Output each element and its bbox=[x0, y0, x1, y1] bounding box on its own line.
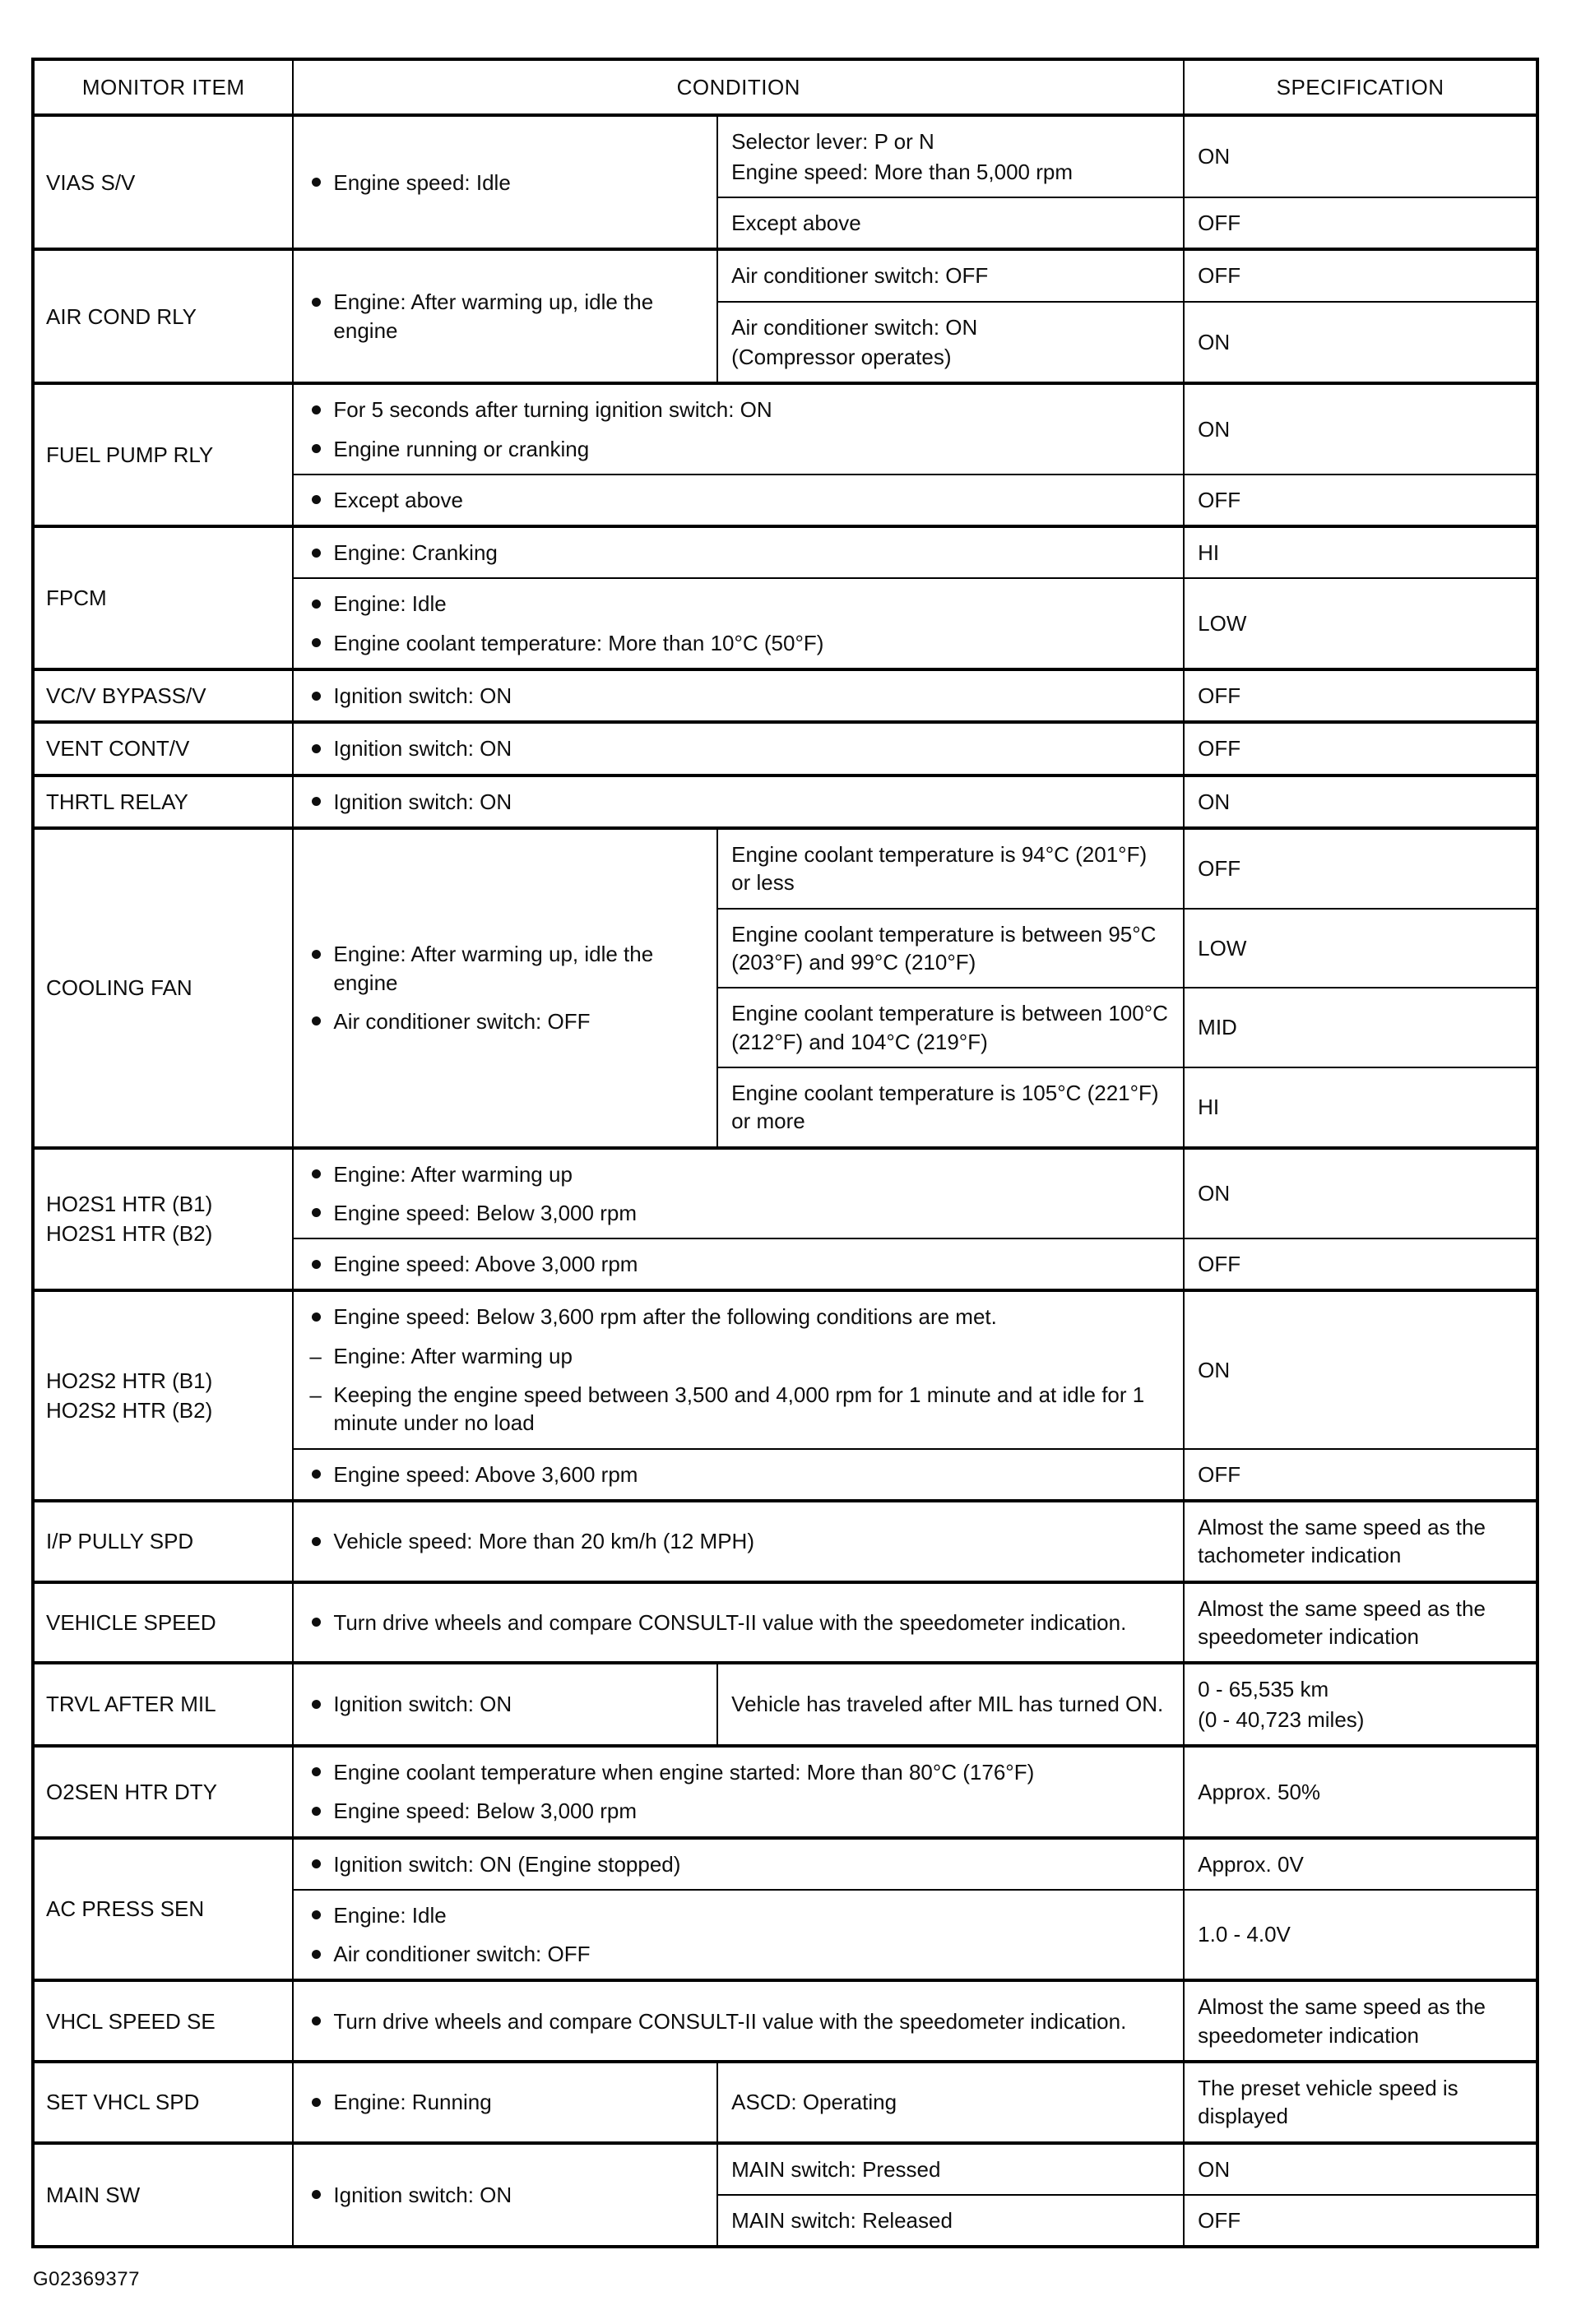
spec-value: Approx. 0V bbox=[1198, 1851, 1304, 1877]
condition-bullet: Engine speed: Idle bbox=[307, 169, 703, 197]
condition-subitem: – Engine: After warming up bbox=[307, 1342, 1170, 1370]
spec-value: OFF bbox=[1198, 263, 1241, 289]
monitor-item-cell bbox=[33, 115, 293, 249]
spec-value: ON bbox=[1198, 416, 1231, 442]
specification-cell bbox=[1184, 197, 1537, 249]
table-header-row bbox=[33, 59, 1537, 115]
spec-value: MID bbox=[1198, 1015, 1237, 1040]
monitor-item-cell bbox=[33, 249, 293, 383]
condition-bullet: Turn drive wheels and compare CONSULT-II value with the speedometer indication. bbox=[307, 1609, 1170, 1637]
condition-bullet: Ignition switch: ON bbox=[307, 1690, 703, 1718]
table-row bbox=[33, 722, 1537, 775]
condition-bullet: Engine speed: Below 3,000 rpm bbox=[307, 1199, 1170, 1227]
condition-cell bbox=[293, 115, 717, 249]
spec-value: OFF bbox=[1198, 2208, 1241, 2233]
spec-value: ON bbox=[1198, 789, 1231, 814]
condition-bullet: Engine speed: Above 3,600 rpm bbox=[307, 1461, 1170, 1488]
spec-value: 0 - 65,535 km bbox=[1198, 1677, 1329, 1702]
condition-bullet: Ignition switch: ON bbox=[307, 682, 1170, 710]
condition-cell bbox=[293, 578, 1184, 669]
monitor-item-label: VC/V BYPASS/V bbox=[46, 683, 206, 709]
condition-bullet: Engine: Idle bbox=[307, 590, 1170, 618]
specification-cell bbox=[1184, 1290, 1537, 1448]
monitor-item-cell bbox=[33, 526, 293, 669]
condition-bullet: Except above bbox=[307, 486, 1170, 514]
condition-cell bbox=[293, 1746, 1184, 1838]
table-row bbox=[33, 775, 1537, 828]
condition-bullet: Engine coolant temperature when engine started: More than 80°C (176°F) bbox=[307, 1758, 1170, 1786]
spec-value: LOW bbox=[1198, 611, 1247, 637]
specification-cell bbox=[1184, 2062, 1537, 2143]
table-row bbox=[33, 828, 1537, 909]
specification-cell bbox=[1184, 2195, 1537, 2247]
spec-value: Approx. 50% bbox=[1198, 1779, 1321, 1804]
monitor-item-label: HO2S1 HTR (B2) bbox=[46, 1221, 213, 1247]
spec-value: ON bbox=[1198, 329, 1231, 354]
specification-cell bbox=[1184, 1838, 1537, 1890]
specification-cell bbox=[1184, 1238, 1537, 1290]
condition-bullet: For 5 seconds after turning ignition switch: ON bbox=[307, 396, 1170, 424]
monitor-item-cell bbox=[33, 1838, 293, 1981]
monitor-item-label: MAIN SW bbox=[46, 2182, 141, 2207]
condition-cell bbox=[293, 249, 717, 383]
table-row bbox=[33, 1980, 1537, 2062]
condition-bullet: Engine: After warming up, idle the engine bbox=[307, 288, 703, 345]
monitor-item-cell bbox=[33, 1501, 293, 1582]
spec-value: LOW bbox=[1198, 935, 1247, 961]
condition-cell bbox=[293, 1238, 1184, 1290]
condition-line: ASCD: Operating bbox=[731, 2090, 897, 2115]
monitor-item-cell bbox=[33, 1148, 293, 1291]
condition-bullet: Engine: Idle bbox=[307, 1901, 1170, 1929]
spec-value: OFF bbox=[1198, 683, 1241, 709]
table-row bbox=[33, 669, 1537, 722]
spec-value: OFF bbox=[1198, 487, 1241, 512]
monitor-item-label: HO2S2 HTR (B2) bbox=[46, 1398, 213, 1424]
condition-line: Engine coolant temperature is 105°C (221°F) or more bbox=[731, 1080, 1159, 1134]
col-header-condition: CONDITION bbox=[293, 59, 1184, 115]
specification-cell bbox=[1184, 722, 1537, 775]
monitor-item-label: VHCL SPEED SE bbox=[46, 2008, 216, 2034]
specification-cell bbox=[1184, 302, 1537, 384]
condition-line: Engine coolant temperature is 94°C (201°F) or less bbox=[731, 842, 1148, 896]
monitor-item-cell bbox=[33, 722, 293, 775]
condition-bullet: Ignition switch: ON (Engine stopped) bbox=[307, 1850, 1170, 1878]
condition-subitem: – Keeping the engine speed between 3,500 and 4,000 rpm for 1 minute and at idle for 1 minute under no load bbox=[307, 1381, 1170, 1437]
monitor-item-label: HO2S1 HTR (B1) bbox=[46, 1192, 213, 1217]
monitor-item-label: HO2S2 HTR (B1) bbox=[46, 1368, 213, 1393]
spec-value: Almost the same speed as the tachometer indication bbox=[1198, 1515, 1486, 1568]
spec-value: ON bbox=[1198, 1181, 1231, 1206]
spec-value: Almost the same speed as the speedometer indication bbox=[1198, 1994, 1486, 2048]
monitor-item-label: FPCM bbox=[46, 585, 107, 610]
table-row bbox=[33, 1290, 1537, 1448]
specification-cell bbox=[1184, 1890, 1537, 1981]
table-row bbox=[33, 1148, 1537, 1239]
specification-cell bbox=[1184, 1449, 1537, 1501]
monitor-item-cell bbox=[33, 1746, 293, 1838]
table-row bbox=[33, 1746, 1537, 1838]
spec-value: (0 - 40,723 miles) bbox=[1198, 1706, 1365, 1732]
condition-cell bbox=[293, 1449, 1184, 1501]
sub-condition-cell bbox=[717, 2195, 1184, 2247]
specification-cell bbox=[1184, 988, 1537, 1067]
table-row bbox=[33, 1663, 1537, 1746]
monitor-item-label: O2SEN HTR DTY bbox=[46, 1779, 218, 1804]
condition-line: Engine coolant temperature is between 95°C (203°F) and 99°C (210°F) bbox=[731, 921, 1157, 975]
sub-condition-cell bbox=[717, 249, 1184, 301]
table-row bbox=[33, 1501, 1537, 1582]
spec-value: 1.0 - 4.0V bbox=[1198, 1922, 1291, 1947]
condition-line: Engine coolant temperature is between 100°C (212°F) and 104°C (219°F) bbox=[731, 1001, 1168, 1054]
condition-line: MAIN switch: Released bbox=[731, 2208, 953, 2233]
condition-bullet: Ignition switch: ON bbox=[307, 2181, 703, 2209]
specification-cell bbox=[1184, 1980, 1537, 2062]
condition-cell bbox=[293, 669, 1184, 722]
specification-cell bbox=[1184, 669, 1537, 722]
table-row bbox=[33, 249, 1537, 301]
monitor-item-label: FUEL PUMP RLY bbox=[46, 442, 214, 467]
specification-cell bbox=[1184, 1582, 1537, 1664]
monitor-item-label: TRVL AFTER MIL bbox=[46, 1692, 216, 1717]
condition-cell bbox=[293, 1663, 717, 1746]
condition-cell bbox=[293, 1148, 1184, 1239]
monitor-item-cell bbox=[33, 2062, 293, 2143]
specification-cell bbox=[1184, 1746, 1537, 1838]
spec-value: ON bbox=[1198, 2156, 1231, 2182]
condition-bullet: Air conditioner switch: OFF bbox=[307, 1007, 703, 1035]
sub-condition-cell bbox=[717, 197, 1184, 249]
monitor-item-cell bbox=[33, 383, 293, 526]
spec-value: OFF bbox=[1198, 1461, 1241, 1487]
monitor-item-table bbox=[31, 58, 1539, 2248]
condition-cell bbox=[293, 1290, 1184, 1448]
condition-bullet: Engine coolant temperature: More than 10°C (50°F) bbox=[307, 629, 1170, 657]
table-row bbox=[33, 1582, 1537, 1664]
specification-cell bbox=[1184, 115, 1537, 197]
condition-bullet: Vehicle speed: More than 20 km/h (12 MPH) bbox=[307, 1527, 1170, 1555]
condition-cell bbox=[293, 722, 1184, 775]
monitor-item-cell bbox=[33, 775, 293, 828]
specification-cell bbox=[1184, 828, 1537, 909]
table-row bbox=[33, 2143, 1537, 2195]
sub-condition-cell bbox=[717, 988, 1184, 1067]
sub-condition-cell bbox=[717, 1663, 1184, 1746]
specification-cell bbox=[1184, 775, 1537, 828]
sub-condition-cell bbox=[717, 2062, 1184, 2143]
sub-condition-cell bbox=[717, 302, 1184, 384]
condition-cell bbox=[293, 1890, 1184, 1981]
monitor-item-label: VEHICLE SPEED bbox=[46, 1609, 216, 1635]
condition-line: Except above bbox=[731, 210, 861, 235]
condition-cell bbox=[293, 1501, 1184, 1582]
condition-bullet: Ignition switch: ON bbox=[307, 734, 1170, 762]
specification-cell bbox=[1184, 1501, 1537, 1582]
monitor-item-cell bbox=[33, 1290, 293, 1501]
condition-cell bbox=[293, 2062, 717, 2143]
condition-cell bbox=[293, 1582, 1184, 1664]
condition-bullet: Engine: Cranking bbox=[307, 539, 1170, 567]
table-row bbox=[33, 526, 1537, 578]
table-row bbox=[33, 1838, 1537, 1890]
monitor-item-cell bbox=[33, 1582, 293, 1664]
monitor-item-label: THRTL RELAY bbox=[46, 789, 188, 814]
sub-condition-cell bbox=[717, 909, 1184, 988]
condition-bullet: Engine: Running bbox=[307, 2088, 703, 2116]
monitor-item-label: AIR COND RLY bbox=[46, 303, 197, 329]
condition-cell bbox=[293, 775, 1184, 828]
condition-cell bbox=[293, 1980, 1184, 2062]
condition-cell bbox=[293, 383, 1184, 475]
spec-value: OFF bbox=[1198, 856, 1241, 882]
condition-cell bbox=[293, 2143, 717, 2248]
condition-line: MAIN switch: Pressed bbox=[731, 2156, 941, 2182]
col-header-monitor-item: MONITOR ITEM bbox=[33, 59, 293, 115]
sub-condition-cell bbox=[717, 1067, 1184, 1148]
specification-cell bbox=[1184, 475, 1537, 526]
condition-bullet: Engine: After warming up, idle the engine bbox=[307, 940, 703, 997]
sub-condition-cell bbox=[717, 828, 1184, 909]
monitor-item-cell bbox=[33, 828, 293, 1148]
spec-value: OFF bbox=[1198, 736, 1241, 762]
table-row bbox=[33, 115, 1537, 197]
sub-condition-cell bbox=[717, 115, 1184, 197]
spec-value: OFF bbox=[1198, 1252, 1241, 1277]
specification-cell bbox=[1184, 1148, 1537, 1239]
sub-condition-cell bbox=[717, 2143, 1184, 2195]
spec-value: The preset vehicle speed is displayed bbox=[1198, 2076, 1458, 2129]
condition-cell bbox=[293, 828, 717, 1148]
monitor-item-label: I/P PULLY SPD bbox=[46, 1529, 194, 1554]
condition-line: Air conditioner switch: OFF bbox=[731, 263, 989, 289]
spec-value: Almost the same speed as the speedometer indication bbox=[1198, 1595, 1486, 1649]
monitor-item-cell bbox=[33, 1980, 293, 2062]
table-row bbox=[33, 383, 1537, 475]
col-header-specification: SPECIFICATION bbox=[1184, 59, 1537, 115]
specification-cell bbox=[1184, 526, 1537, 578]
monitor-item-label: SET VHCL SPD bbox=[46, 2090, 200, 2115]
condition-bullet: Engine speed: Below 3,000 rpm bbox=[307, 1797, 1170, 1825]
specification-cell bbox=[1184, 2143, 1537, 2195]
condition-bullet: Engine: After warming up bbox=[307, 1160, 1170, 1188]
condition-line: Vehicle has traveled after MIL has turned ON. bbox=[731, 1692, 1164, 1717]
monitor-item-label: AC PRESS SEN bbox=[46, 1896, 205, 1922]
spec-value: ON bbox=[1198, 144, 1231, 169]
monitor-item-cell bbox=[33, 1663, 293, 1746]
condition-line: (Compressor operates) bbox=[731, 344, 952, 369]
specification-cell bbox=[1184, 1067, 1537, 1148]
condition-bullet: Engine running or cranking bbox=[307, 435, 1170, 463]
specification-cell bbox=[1184, 383, 1537, 475]
condition-cell bbox=[293, 1838, 1184, 1890]
condition-bullet: Ignition switch: ON bbox=[307, 788, 1170, 816]
condition-bullet: Air conditioner switch: OFF bbox=[307, 1940, 1170, 1968]
condition-bullet: Engine speed: Above 3,000 rpm bbox=[307, 1250, 1170, 1278]
figure-code: G02369377 bbox=[33, 2268, 140, 2291]
specification-cell bbox=[1184, 578, 1537, 669]
condition-line: Engine speed: More than 5,000 rpm bbox=[731, 159, 1073, 184]
monitor-item-cell bbox=[33, 2143, 293, 2248]
specification-cell bbox=[1184, 249, 1537, 301]
condition-bullet: Engine speed: Below 3,600 rpm after the following conditions are met. bbox=[307, 1303, 1170, 1331]
condition-line: Air conditioner switch: ON bbox=[731, 314, 978, 340]
table-row bbox=[33, 2062, 1537, 2143]
spec-value: OFF bbox=[1198, 210, 1241, 235]
spec-value: ON bbox=[1198, 1357, 1231, 1382]
monitor-item-label: VENT CONT/V bbox=[46, 736, 190, 762]
specification-cell bbox=[1184, 1663, 1537, 1746]
spec-value: HI bbox=[1198, 1095, 1220, 1120]
condition-cell bbox=[293, 475, 1184, 526]
condition-line: Selector lever: P or N bbox=[731, 129, 934, 155]
monitor-item-label: VIAS S/V bbox=[46, 169, 136, 195]
specification-cell bbox=[1184, 909, 1537, 988]
spec-value: HI bbox=[1198, 540, 1220, 566]
condition-cell bbox=[293, 526, 1184, 578]
condition-bullet: Turn drive wheels and compare CONSULT-II value with the speedometer indication. bbox=[307, 2007, 1170, 2035]
monitor-item-label: COOLING FAN bbox=[46, 975, 192, 1001]
monitor-item-cell bbox=[33, 669, 293, 722]
